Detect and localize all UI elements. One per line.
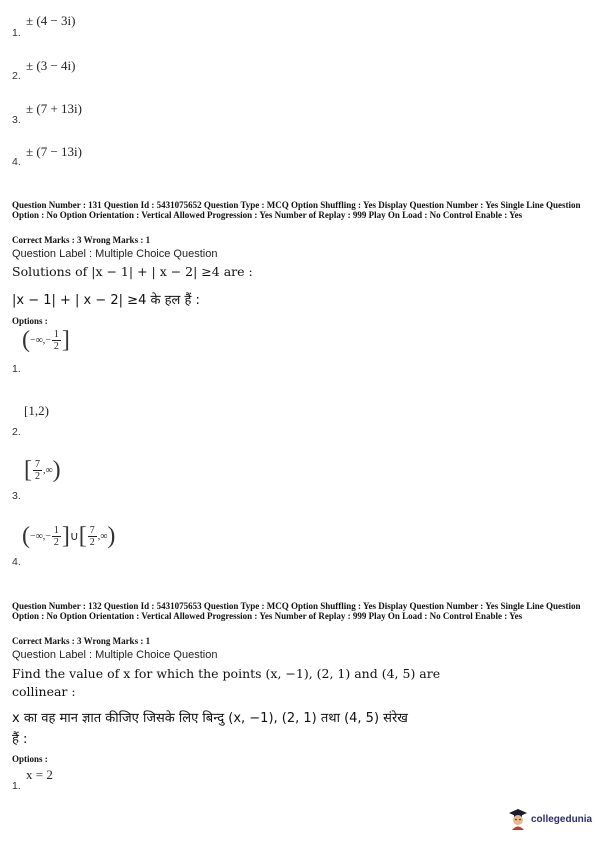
q131-options-heading: Options : [12,316,48,326]
fraction [52,329,61,352]
numerator: 1 [53,328,59,340]
close-paren: ) [52,457,61,483]
q131-option-1-math [22,328,70,352]
denominator: 2 [89,536,95,548]
open-bracket: [ [24,457,32,483]
q131-option-3-math [24,458,61,482]
q132-meta: Question Number : 132 Question Id : 5431075653 Question Type : MCQ Option Shuffling : Yes Display Question Number : Yes Single Line Question Option : No Option Orientation : Vertical Allowed Progression : Yes Number of Replay : 999 Play On Load : No Control Enable : Yes [12,601,581,621]
q131-text-en: Solutions of |x − 1| + | x − 2| ≥4 are : [12,264,253,279]
q131-option-3-number: 3. [12,490,21,502]
prev-option-1-number: 1. [12,27,21,39]
denominator: 2 [53,340,59,352]
q132-label: Question Label : Multiple Choice Question [12,649,218,661]
q132-option-1-number: 1. [12,780,21,792]
prev-option-2-value: ± (3 − 4i) [26,58,76,73]
q132-options-heading: Options : [12,754,48,764]
prev-option-3-value: ± (7 + 13i) [26,101,82,116]
denominator: 2 [35,470,40,482]
infinity: ,∞ [43,464,53,476]
q131-option-2-number: 2. [12,426,21,438]
prev-option-3-number: 3. [12,114,21,126]
numerator: 1 [53,524,59,536]
close-bracket: ] [61,327,70,353]
graduate-avatar-icon [508,808,528,830]
q131-option-4-math [22,524,115,548]
q132-text-en-line2: collinear : [12,684,76,699]
neg-infinity: −∞, [30,530,46,542]
numerator: 7 [35,458,40,470]
q131-option-1-number: 1. [12,363,21,375]
q131-meta: Question Number : 131 Question Id : 5431075652 Question Type : MCQ Option Shuffling : Yes Display Question Number : Yes Single Line Question Option : No Option Orientation : Vertical Allowed Progression : Yes Number of Replay : 999 Play On Load : No Control Enable : Yes [12,200,581,220]
denominator: 2 [53,536,59,548]
prev-option-1-value: ± (4 − 3i) [26,13,76,28]
q132-marks: Correct Marks : 3 Wrong Marks : 1 [12,636,151,646]
neg-infinity: −∞, [30,334,46,346]
q132-option-1-value: x = 2 [26,767,53,782]
open-paren: ( [22,523,30,549]
prev-option-2-number: 2. [12,70,21,82]
q131-option-4-number: 4. [12,556,21,568]
q132-text-hi-line1: x का वह मान ज्ञात कीजिए जिसके लिए बिन्दु (x, −1), (2, 1) तथा (4, 5) संरेख [12,711,408,726]
q132-text-en-line1: Find the value of x for which the points (x, −1), (2, 1) and (4, 5) are [12,666,441,681]
fraction [33,459,42,482]
q131-label: Question Label : Multiple Choice Question [12,248,218,260]
q131-text-hi: |x − 1| + | x − 2| ≥4 के हल हैं : [12,293,200,308]
fraction [88,525,97,548]
prev-option-4-value: ± (7 − 13i) [26,144,82,159]
open-bracket: [ [78,523,87,549]
prev-option-4-number: 4. [12,156,21,168]
q132-text-hi-line2: हैं : [12,732,28,747]
infinity: ,∞ [97,530,108,542]
union-symbol: ∪ [69,528,79,543]
q131-option-2-value: [1,2) [24,403,49,418]
minus-sign: − [45,334,51,346]
close-paren: ) [107,523,116,549]
fraction [52,525,61,548]
q131-marks: Correct Marks : 3 Wrong Marks : 1 [12,235,151,245]
close-bracket: ] [61,523,70,549]
minus-sign: − [45,530,51,542]
logo-text: collegedunia [531,813,593,825]
collegedunia-logo [508,808,592,830]
numerator: 7 [89,524,95,536]
open-paren: ( [22,327,30,353]
